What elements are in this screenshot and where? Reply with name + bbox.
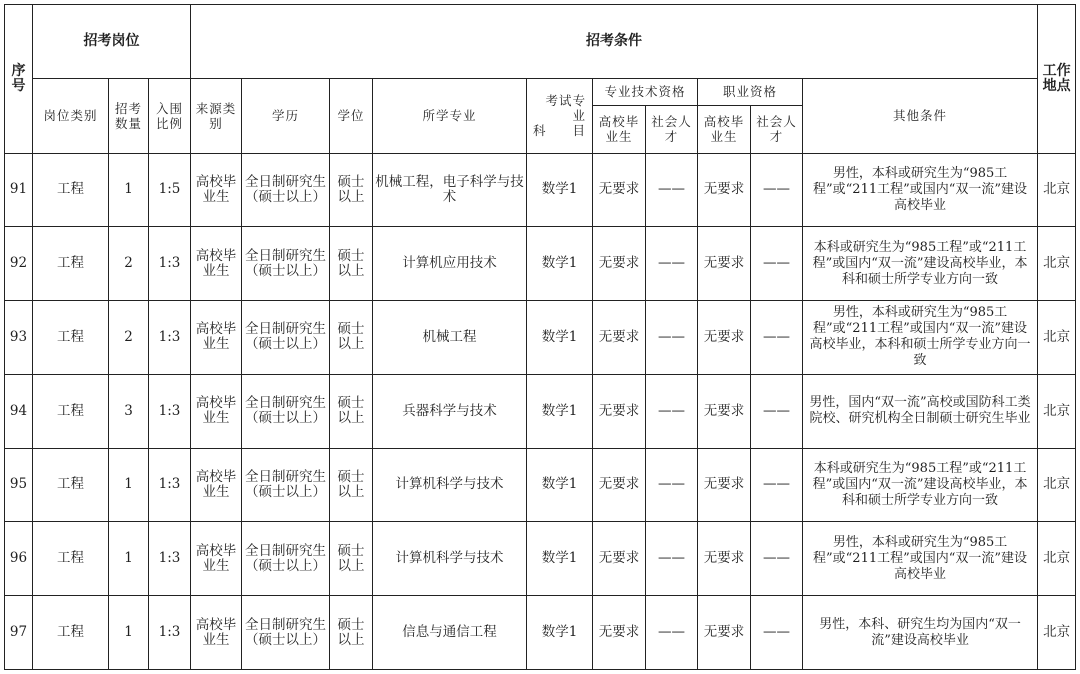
- cell-quota: 1: [109, 596, 149, 670]
- cell-ratio: 1:3: [149, 448, 191, 522]
- cell-education: 全日制研究生（硕士以上）: [242, 374, 330, 448]
- cell-other: 男性，本科或研究生为“985工程”或“211工程”或国内“双一流”建设高校毕业: [803, 153, 1038, 227]
- cell-job-grad: 无要求: [698, 596, 751, 670]
- header-exam-subject: [527, 78, 593, 153]
- cell-education: 全日制研究生（硕士以上）: [242, 522, 330, 596]
- cell-category: 工程: [33, 301, 109, 375]
- recruitment-table: [4, 4, 1076, 670]
- cell-source: 高校毕业生: [191, 301, 242, 375]
- cell-quota: 3: [109, 374, 149, 448]
- cell-tech-grad: 无要求: [593, 301, 646, 375]
- cell-job-grad: 无要求: [698, 301, 751, 375]
- cell-source: 高校毕业生: [191, 596, 242, 670]
- cell-degree: 硕士以上: [330, 153, 373, 227]
- cell-major: 机械工程，电子科学与技术: [373, 153, 527, 227]
- table-row: [5, 596, 1076, 670]
- cell-workplace: 北京: [1038, 374, 1076, 448]
- header-ratio: 入围比例: [149, 78, 191, 153]
- header-exam-left: 科: [533, 123, 573, 139]
- cell-seq: 95: [5, 448, 33, 522]
- cell-exam: 数学1: [527, 153, 593, 227]
- cell-exam: 数学1: [527, 374, 593, 448]
- cell-quota: 1: [109, 153, 149, 227]
- cell-workplace: 北京: [1038, 301, 1076, 375]
- cell-degree: 硕士以上: [330, 448, 373, 522]
- table-row: [5, 448, 1076, 522]
- table-row: [5, 227, 1076, 301]
- cell-education: 全日制研究生（硕士以上）: [242, 153, 330, 227]
- table-row: [5, 153, 1076, 227]
- header-education: 学历: [242, 78, 330, 153]
- cell-job-social: ——: [751, 153, 803, 227]
- cell-seq: 91: [5, 153, 33, 227]
- cell-source: 高校毕业生: [191, 448, 242, 522]
- cell-education: 全日制研究生（硕士以上）: [242, 448, 330, 522]
- header-seq: 序号: [5, 5, 33, 154]
- header-job-grad: 高校毕业生: [698, 106, 751, 154]
- cell-degree: 硕士以上: [330, 227, 373, 301]
- cell-category: 工程: [33, 374, 109, 448]
- header-job-social: 社会人才: [751, 106, 803, 154]
- cell-tech-social: ——: [646, 301, 698, 375]
- cell-tech-social: ——: [646, 596, 698, 670]
- cell-quota: 2: [109, 301, 149, 375]
- cell-job-social: ——: [751, 301, 803, 375]
- cell-workplace: 北京: [1038, 596, 1076, 670]
- header-degree: 学位: [330, 78, 373, 153]
- cell-tech-social: ——: [646, 374, 698, 448]
- cell-other: 男性，国内“双一流”高校或国防科工类院校、研究机构全日制硕士研究生毕业: [803, 374, 1038, 448]
- cell-category: 工程: [33, 522, 109, 596]
- cell-education: 全日制研究生（硕士以上）: [242, 227, 330, 301]
- cell-tech-grad: 无要求: [593, 522, 646, 596]
- cell-workplace: 北京: [1038, 227, 1076, 301]
- cell-tech-grad: 无要求: [593, 596, 646, 670]
- cell-workplace: 北京: [1038, 153, 1076, 227]
- header-post-group: 招考岗位: [33, 5, 191, 79]
- header-exam-right: 目: [572, 123, 587, 139]
- header-source: 来源类别: [191, 78, 242, 153]
- cell-other: 本科或研究生为“985工程”或“211工程”或国内“双一流”建设高校毕业，本科和硕士所学专业方向一致: [803, 227, 1038, 301]
- cell-other: 男性，本科或研究生为“985工程”或“211工程”或国内“双一流”建设高校毕业: [803, 522, 1038, 596]
- cell-major: 兵器科学与技术: [373, 374, 527, 448]
- cell-ratio: 1:3: [149, 374, 191, 448]
- header-exam-bottom: [529, 123, 590, 138]
- header-tech-grad: 高校毕业生: [593, 106, 646, 154]
- cell-job-social: ——: [751, 596, 803, 670]
- cell-seq: 93: [5, 301, 33, 375]
- cell-ratio: 1:5: [149, 153, 191, 227]
- cell-education: 全日制研究生（硕士以上）: [242, 596, 330, 670]
- table-row: [5, 301, 1076, 375]
- cell-seq: 97: [5, 596, 33, 670]
- cell-tech-social: ——: [646, 227, 698, 301]
- cell-source: 高校毕业生: [191, 522, 242, 596]
- cell-job-grad: 无要求: [698, 153, 751, 227]
- header-quota: 招考数量: [109, 78, 149, 153]
- cell-exam: 数学1: [527, 522, 593, 596]
- cell-job-grad: 无要求: [698, 374, 751, 448]
- cell-job-social: ——: [751, 374, 803, 448]
- cell-major: 信息与通信工程: [373, 596, 527, 670]
- cell-degree: 硕士以上: [330, 301, 373, 375]
- cell-tech-social: ——: [646, 153, 698, 227]
- cell-degree: 硕士以上: [330, 374, 373, 448]
- cell-job-grad: 无要求: [698, 522, 751, 596]
- cell-category: 工程: [33, 448, 109, 522]
- cell-seq: 96: [5, 522, 33, 596]
- cell-exam: 数学1: [527, 596, 593, 670]
- cell-source: 高校毕业生: [191, 374, 242, 448]
- cell-other: 男性，本科、研究生均为国内“双一流”建设高校毕业: [803, 596, 1038, 670]
- cell-tech-grad: 无要求: [593, 153, 646, 227]
- cell-ratio: 1:3: [149, 522, 191, 596]
- cell-major: 计算机科学与技术: [373, 448, 527, 522]
- cell-source: 高校毕业生: [191, 153, 242, 227]
- cell-job-social: ——: [751, 227, 803, 301]
- header-conditions-group: 招考条件: [191, 5, 1038, 79]
- header-workplace: 工作地点: [1038, 5, 1076, 154]
- cell-category: 工程: [33, 227, 109, 301]
- cell-job-social: ——: [751, 448, 803, 522]
- cell-ratio: 1:3: [149, 227, 191, 301]
- cell-exam: 数学1: [527, 448, 593, 522]
- cell-ratio: 1:3: [149, 301, 191, 375]
- cell-degree: 硕士以上: [330, 522, 373, 596]
- cell-education: 全日制研究生（硕士以上）: [242, 301, 330, 375]
- cell-category: 工程: [33, 153, 109, 227]
- cell-seq: 92: [5, 227, 33, 301]
- header-other: 其他条件: [803, 78, 1038, 153]
- cell-degree: 硕士以上: [330, 596, 373, 670]
- cell-tech-grad: 无要求: [593, 374, 646, 448]
- table-row: [5, 374, 1076, 448]
- cell-major: 机械工程: [373, 301, 527, 375]
- cell-major: 计算机科学与技术: [373, 522, 527, 596]
- cell-quota: 2: [109, 227, 149, 301]
- cell-workplace: 北京: [1038, 448, 1076, 522]
- cell-source: 高校毕业生: [191, 227, 242, 301]
- header-exam-top: 考试专业: [545, 93, 587, 124]
- cell-job-social: ——: [751, 522, 803, 596]
- header-tech-qual: 专业技术资格: [593, 78, 698, 105]
- cell-other: 本科或研究生为“985工程”或“211工程”或国内“双一流”建设高校毕业，本科和硕士所学专业方向一致: [803, 448, 1038, 522]
- table-row: [5, 522, 1076, 596]
- cell-exam: 数学1: [527, 227, 593, 301]
- cell-tech-grad: 无要求: [593, 448, 646, 522]
- cell-tech-grad: 无要求: [593, 227, 646, 301]
- header-category: 岗位类别: [33, 78, 109, 153]
- header-tech-social: 社会人才: [646, 106, 698, 154]
- cell-job-grad: 无要求: [698, 227, 751, 301]
- cell-job-grad: 无要求: [698, 448, 751, 522]
- cell-other: 男性，本科或研究生为“985工程”或“211工程”或国内“双一流”建设高校毕业，本科和硕士所学专业方向一致: [803, 301, 1038, 375]
- cell-quota: 1: [109, 522, 149, 596]
- cell-major: 计算机应用技术: [373, 227, 527, 301]
- cell-category: 工程: [33, 596, 109, 670]
- cell-tech-social: ——: [646, 522, 698, 596]
- cell-exam: 数学1: [527, 301, 593, 375]
- cell-seq: 94: [5, 374, 33, 448]
- header-job-qual: 职业资格: [698, 78, 803, 105]
- cell-quota: 1: [109, 448, 149, 522]
- cell-ratio: 1:3: [149, 596, 191, 670]
- cell-workplace: 北京: [1038, 522, 1076, 596]
- cell-tech-social: ——: [646, 448, 698, 522]
- header-major: 所学专业: [373, 78, 527, 153]
